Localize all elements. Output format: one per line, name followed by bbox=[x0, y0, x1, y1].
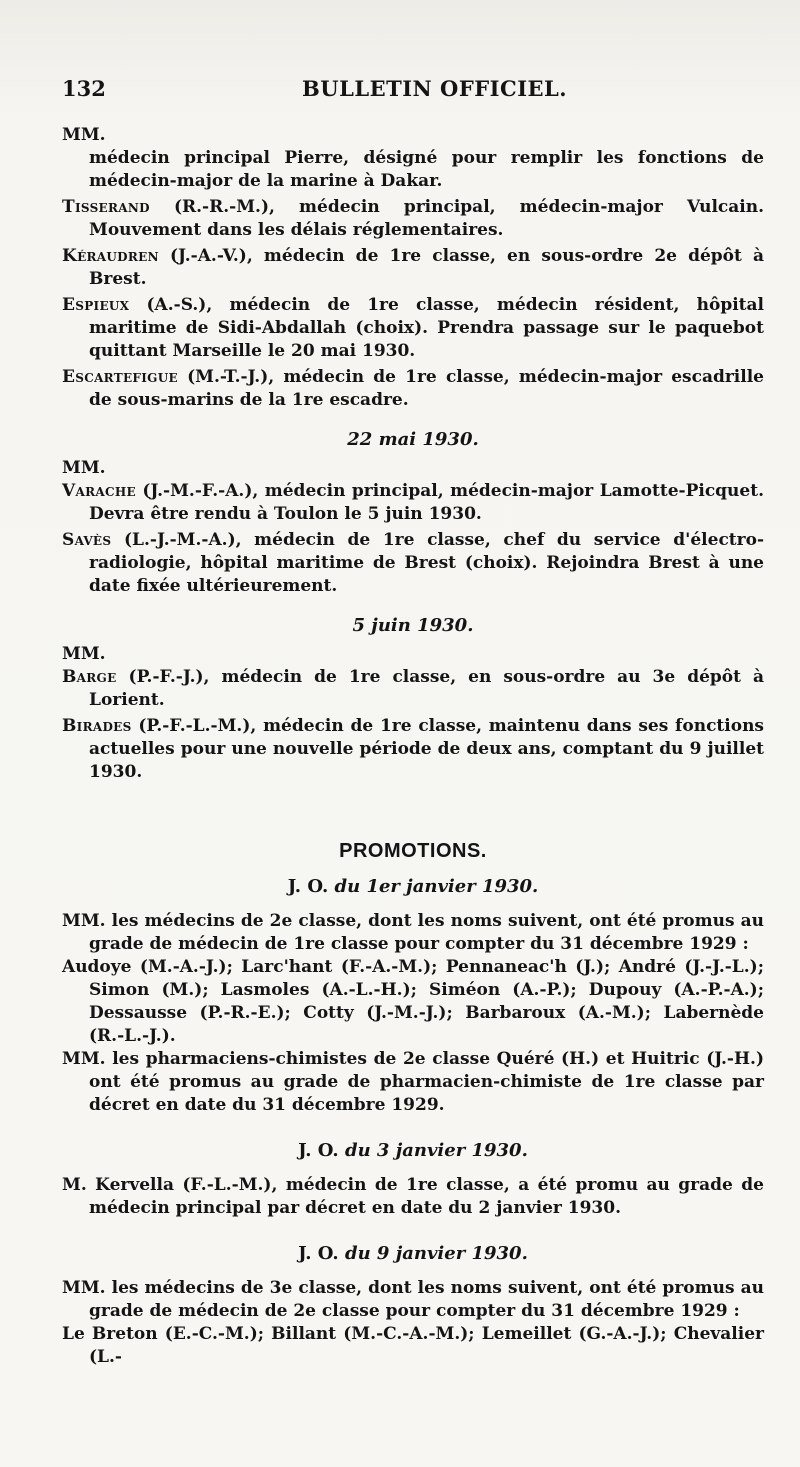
entry-text: (P.-F.-J.), médecin de 1re classe, en sous-ordre au 3e dépôt à Lorient. bbox=[89, 667, 764, 710]
promotion-names: Audoye (M.-A.-J.); Larc'hant (F.-A.-M.); Pennaneac'h (J.); André (J.-J.-L.); Simon (M.); Lasmoles (A.-L.-H.); Siméon (A.-P.); Dupouy (A.-P.-A.); Dessausse (P.-R.-E.); Cotty (J.-M.-J.); Barbaroux (A.-M.); Labernède (R.-L.-J.). bbox=[62, 957, 764, 1046]
entry-text: (L.-J.-M.-A.), médecin de 1re classe, chef du service d'électro-radiologie, hôpital maritime de Brest (choix). Rejoindra Brest à une date fixée ultérieurement. bbox=[89, 530, 765, 596]
jo-date: du 3 janvier 1930. bbox=[344, 1140, 528, 1161]
mm-label: MM. bbox=[62, 458, 106, 478]
page-number: 132 bbox=[62, 76, 106, 101]
promotion-paragraph: MM. les médecins de 2e classe, dont les noms suivent, ont été promus au grade de médecin de 1re classe pour compter du 31 décembre 1929 : bbox=[62, 911, 764, 954]
entry-name: Varache bbox=[62, 481, 136, 501]
page-content bbox=[62, 124, 764, 1369]
mm-label: MM. bbox=[62, 644, 106, 664]
entry-text: (J.-M.-F.-A.), médecin principal, médecin-major Lamotte-Picquet. Devra être rendu à Toulon le 5 juin 1930. bbox=[89, 481, 764, 524]
entry bbox=[62, 196, 764, 242]
entry bbox=[62, 666, 764, 712]
jo-prefix: J. O. bbox=[298, 1243, 339, 1264]
running-title: BULLETIN OFFICIEL. bbox=[302, 76, 568, 101]
entry bbox=[62, 366, 764, 412]
jo-prefix: J. O. bbox=[287, 876, 329, 897]
entry-name: Tisserand bbox=[62, 197, 150, 217]
date-heading: 22 mai 1930. bbox=[347, 429, 479, 450]
entry bbox=[62, 147, 764, 193]
entry-name: Birades bbox=[62, 716, 132, 736]
date-heading: 5 juin 1930. bbox=[352, 615, 474, 636]
entry-name: Escartefigue bbox=[62, 367, 178, 387]
entry-text: (P.-F.-L.-M.), médecin de 1re classe, maintenu dans ses fonctions actuelles pour une nouvelle période de deux ans, comptant du 9 juillet 1930. bbox=[89, 716, 764, 782]
entry-name: Kéraudren bbox=[62, 246, 159, 266]
entry-name: Espieux bbox=[62, 295, 130, 315]
jo-date: du 9 janvier 1930. bbox=[344, 1243, 528, 1264]
entry bbox=[62, 245, 764, 291]
entry-name: Barge bbox=[62, 667, 117, 687]
section-heading: PROMOTIONS. bbox=[339, 840, 487, 862]
promotion-paragraph: MM. les pharmaciens-chimistes de 2e classe Quéré (H.) et Huitric (J.-H.) ont été promus au grade de pharmacien-chimiste de 1re classe par décret en date du 31 décembre 1929. bbox=[62, 1049, 764, 1115]
jo-heading bbox=[62, 1139, 764, 1162]
entry-text: (A.-S.), médecin de 1re classe, médecin résident, hôpital maritime de Sidi-Abdallah (choix). Prendra passage sur le paquebot quittant Marseille le 20 mai 1930. bbox=[89, 295, 765, 361]
entry bbox=[62, 529, 764, 598]
mm-label: MM. bbox=[62, 125, 106, 145]
page-header bbox=[62, 76, 762, 110]
entry-text: médecin principal Pierre, désigné pour remplir les fonctions de médecin-major de la marine à Dakar. bbox=[89, 148, 764, 191]
entry bbox=[62, 715, 764, 784]
jo-date: du 1er janvier 1930. bbox=[334, 876, 539, 897]
entry-text: (J.-A.-V.), médecin de 1re classe, en sous-ordre 2e dépôt à Brest. bbox=[89, 246, 764, 289]
entry bbox=[62, 480, 764, 526]
entry-text: (M.-T.-J.), médecin de 1re classe, médecin-major escadrille de sous-marins de la 1re escadre. bbox=[89, 367, 765, 410]
promotion-paragraph: M. Kervella (F.-L.-M.), médecin de 1re classe, a été promu au grade de médecin principal par décret en date du 2 janvier 1930. bbox=[62, 1175, 764, 1218]
jo-heading bbox=[62, 875, 764, 898]
promotion-names: Le Breton (E.-C.-M.); Billant (M.-C.-A.-M.); Lemeillet (G.-A.-J.); Chevalier (L.- bbox=[62, 1324, 764, 1367]
jo-prefix: J. O. bbox=[298, 1140, 339, 1161]
entry-name: Savès bbox=[62, 530, 112, 550]
promotion-paragraph: MM. les médecins de 3e classe, dont les noms suivent, ont été promus au grade de médecin de 2e classe pour compter du 31 décembre 1929 : bbox=[62, 1278, 764, 1321]
jo-heading bbox=[62, 1242, 764, 1265]
entry-text: (R.-R.-M.), médecin principal, médecin-major Vulcain. Mouvement dans les délais réglementaires. bbox=[89, 197, 765, 240]
entry bbox=[62, 294, 764, 363]
